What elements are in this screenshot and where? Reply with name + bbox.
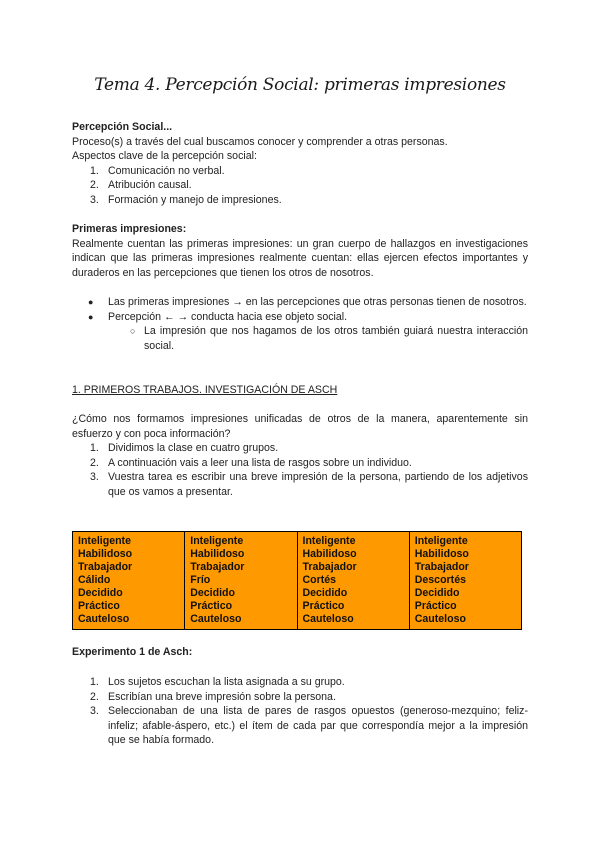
list-item: 2. A continuación vais a leer una lista de rasgos sobre un individuo. — [90, 456, 412, 469]
section-1-question: ¿Cómo nos formamos impresiones unificadas de otros de la manera, aparentemente sin esfuerzo y con poca información? — [72, 413, 528, 440]
primeras-bullets — [72, 295, 528, 353]
percepcion-aspects-intro: Aspectos clave de la percepción social: — [72, 150, 257, 163]
traits-column-4: Inteligente Habilidoso Trabajador Descortés Decidido Práctico Cauteloso — [409, 532, 521, 630]
list-item: 1. Los sujetos escuchan la lista asignada a su grupo. — [90, 676, 345, 688]
traits-column-2: Inteligente Habilidoso Trabajador Frío Decidido Práctico Cauteloso — [185, 532, 297, 630]
list-item: ● Percepción ← → conducta hacia ese objeto social. ○ La impresión que nos hagamos de los otros también guiará nuestra interacción social. — [72, 310, 528, 354]
list-item: 1. Comunicación no verbal. — [90, 164, 225, 177]
list-item: 1. Dividimos la clase en cuatro grupos. — [90, 442, 279, 455]
traits-column-1: Inteligente Habilidoso Trabajador Cálido Decidido Práctico Cauteloso — [73, 532, 185, 630]
section-1-list — [72, 441, 528, 499]
table-row — [73, 532, 522, 630]
list-item: ● Las primeras impresiones → en las percepciones que otras personas tienen de nosotros. — [88, 296, 527, 308]
list-item: 3. Vuestra tarea es escribir una breve impresión de la persona, partiendo de los adjetivos que os vamos a presentar. — [90, 471, 528, 498]
primeras-section — [72, 222, 528, 280]
experimento-list — [72, 675, 528, 748]
sub-list-item: ○ La impresión que nos hagamos de los otros también guiará nuestra interacción social. — [130, 325, 528, 352]
experimento-heading: Experimento 1 de Asch: — [72, 646, 193, 658]
list-item: 3. Formación y manejo de impresiones. — [90, 193, 282, 206]
traits-table — [72, 531, 522, 630]
section-1-body — [72, 412, 528, 500]
percepcion-aspects-list — [72, 164, 528, 208]
list-item: 2. Atribución causal. — [90, 179, 192, 192]
primeras-paragraph: Realmente cuentan las primeras impresiones: un gran cuerpo de hallazgos en investigaciones indican que las primeras impresiones realmente cuentan: ellas ejercen efectos importantes y duraderos en las percepciones que tienen los otros de nosotros. — [72, 237, 528, 279]
list-item: 3. Seleccionaban de una lista de pares de rasgos opuestos (generoso-mezquino; feliz-infeliz; afable-áspero, etc.) el ítem de cada par que correspondía mejor a la impresión que se había formado. — [90, 705, 528, 747]
percepcion-heading: Percepción Social... — [72, 121, 173, 133]
page-title: Tema 4. Percepción Social: primeras impresiones — [94, 75, 506, 95]
percepcion-section — [72, 120, 528, 208]
list-item: 2. Escribían una breve impresión sobre la persona. — [90, 690, 336, 703]
experimento-body — [72, 675, 528, 748]
traits-column-3: Inteligente Habilidoso Trabajador Cortés Decidido Práctico Cauteloso — [297, 532, 409, 630]
primeras-heading: Primeras impresiones: — [72, 223, 187, 235]
section-1-heading: 1. PRIMEROS TRABAJOS. INVESTIGACIÓN DE ASCH — [72, 384, 338, 396]
percepcion-definition: Proceso(s) a través del cual buscamos conocer y comprender a otras personas. — [72, 135, 448, 148]
